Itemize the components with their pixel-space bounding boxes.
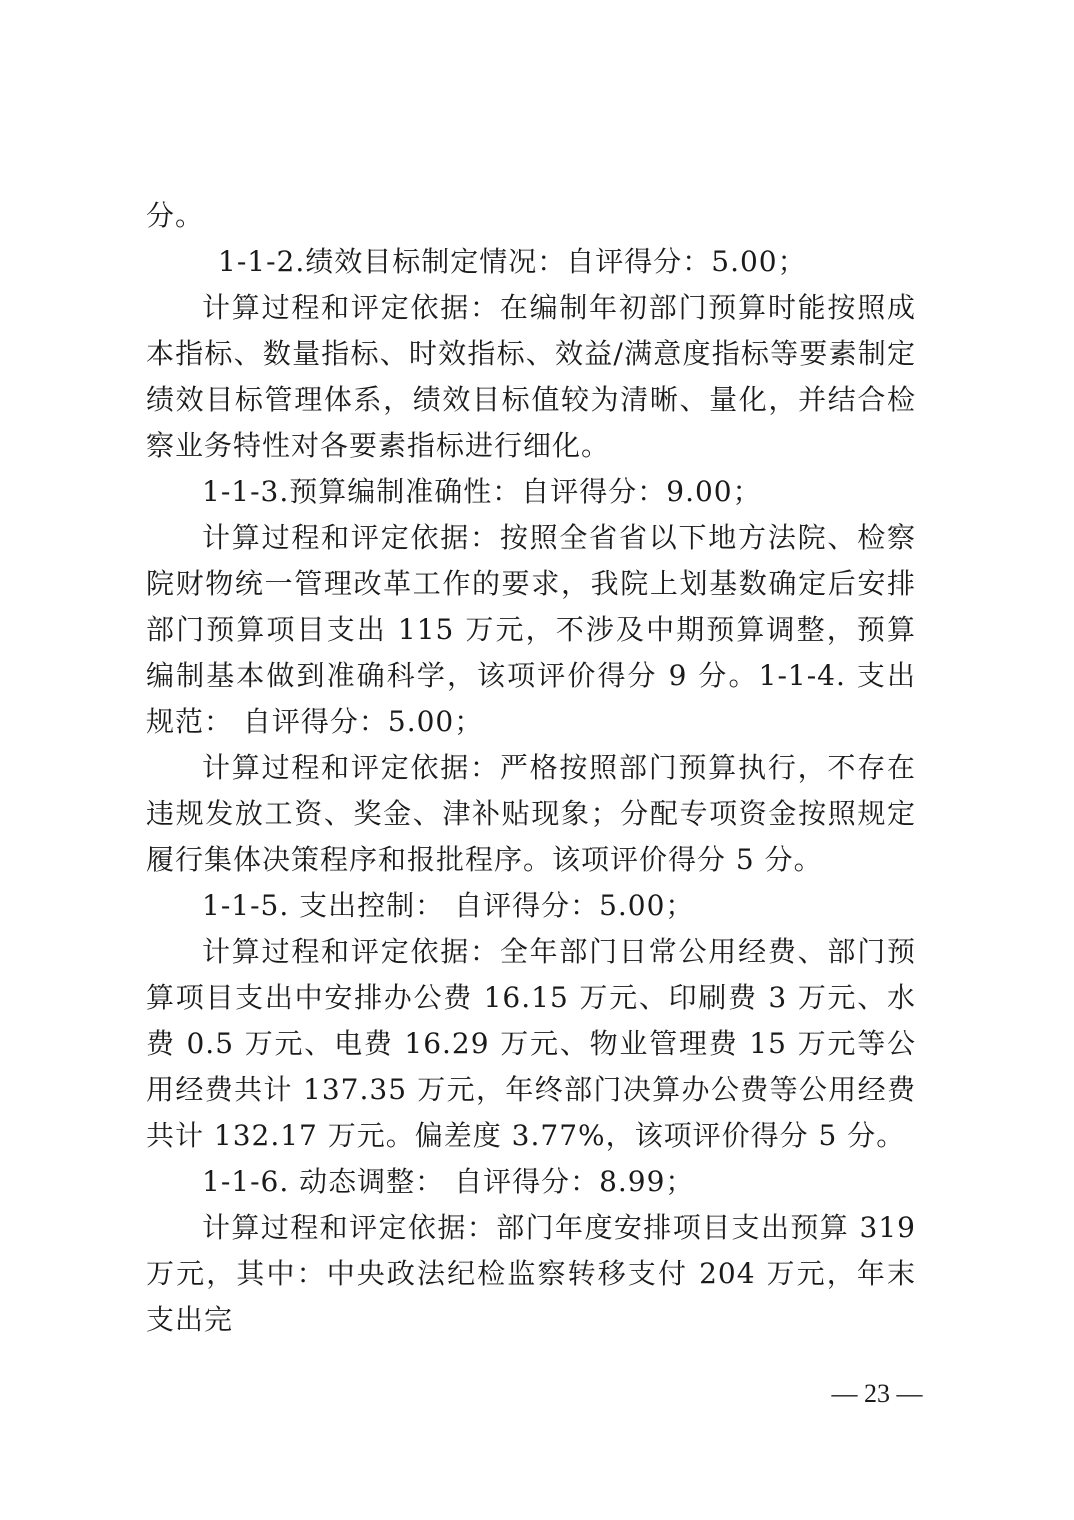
heading-1-1-5: 1-1-5. 支出控制： 自评得分：5.00； <box>202 889 695 922</box>
page-number: — 23 — <box>831 1379 923 1408</box>
heading-1-1-2: 1-1-2.绩效目标制定情况：自评得分：5.00； <box>218 245 807 278</box>
paragraph-1-1-6-basis: 计算过程和评定依据：部门年度安排项目支出预算 319 万元，其中：中央政法纪检监察转移支付 204 万元，年末支出完 <box>146 1211 916 1336</box>
paragraph-1-1-5-basis: 计算过程和评定依据：全年部门日常公用经费、部门预算项目支出中安排办公费 16.15 万元、印刷费 3 万元、水费 0.5 万元、电费 16.29 万元、物业管理费 15 万元等公用经费共计 137.35 万元，年终部门决算办公费等公用经费共计 132.17 万元。偏差度 3.77%，该项评价得分 5 分。 <box>146 935 916 1152</box>
body-text <box>146 193 916 1343</box>
heading-1-1-6: 1-1-6. 动态调整： 自评得分：8.99； <box>202 1165 695 1198</box>
paragraph-1-1-3-basis: 计算过程和评定依据：按照全省省以下地方法院、检察院财物统一管理改革工作的要求，我院上划基数确定后安排部门预算项目支出 115 万元，不涉及中期预算调整，预算编制基本做到准确科学，该项评价得分 9 分。1-1-4. 支出规范： 自评得分：5.00； <box>146 521 916 738</box>
heading-1-1-3: 1-1-3.预算编制准确性：自评得分：9.00； <box>202 475 762 508</box>
paragraph-1-1-2-basis: 计算过程和评定依据：在编制年初部门预算时能按照成本指标、数量指标、时效指标、效益/满意度指标等要素制定绩效目标管理体系，绩效目标值较为清晰、量化，并结合检察业务特性对各要素指标进行细化。 <box>146 291 916 462</box>
paragraph-1-1-4-basis: 计算过程和评定依据：严格按照部门预算执行，不存在违规发放工资、奖金、津补贴现象；分配专项资金按照规定履行集体决策程序和报批程序。该项评价得分 5 分。 <box>146 751 916 876</box>
paragraph-continuation: 分。 <box>146 199 205 232</box>
